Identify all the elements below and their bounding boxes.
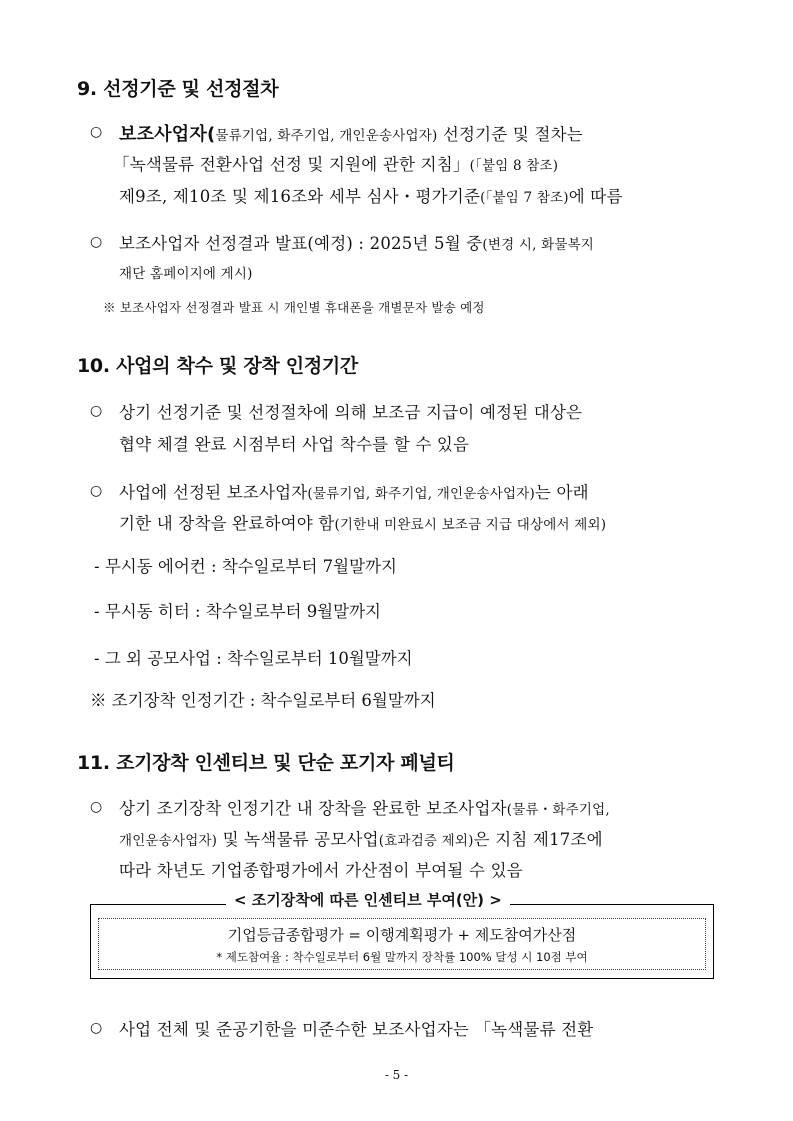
incentive-formula-panel [98,918,706,970]
sec11-p1-line2 [119,826,603,850]
section-10-title: 10. 사업의 착수 및 장착 인정기간 [77,355,358,377]
sec9-note: ※ 보조사업자 선정결과 발표 시 개인별 휴대폰을 개별문자 발송 예정 [103,300,485,315]
sec11-p1-small: (물류・화주기업, [506,802,610,818]
sec9-p1-l2-small: (「붙임 8 참조) [469,158,559,174]
bullet-icon: ○ [90,234,103,250]
bullet-icon: ○ [90,124,103,140]
sec9-p1-small: 물류기업, 화주기업, 개인운송사업자) [215,128,438,144]
sec10-p1-line1: 상기 선정기준 및 선정절차에 의해 보조금 지급이 예정된 대상은 [119,403,583,422]
sec10-p2-line2 [119,510,606,534]
sec10-p2-line1 [119,479,589,503]
page-number: - 5 - [384,1068,409,1082]
sec9-p1-line3 [119,183,623,207]
sec9-p2-line1 [119,230,594,254]
sec9-p1-l2-main: 「녹색물류 전환사업 선정 및 지원에 관한 지침」 [113,155,470,174]
sec10-note: ※ 조기장착 인정기간 : 착수일로부터 6월말까지 [90,691,436,710]
sec11-p1-line1 [119,795,610,819]
list-item: - 무시동 에어컨 : 착수일로부터 7월말까지 [94,557,397,576]
sec11-p1-l2-small2: (효과검증 제외) [378,833,474,849]
sec9-p1-line2 [113,151,558,175]
list-item: - 그 외 공모사업 : 착수일로부터 10월말까지 [94,649,413,668]
sec9-p2-main: 보조사업자 선정결과 발표(예정) : 2025년 5월 중 [119,234,483,253]
sec10-p2-l2-small: (기한내 미완료시 보조금 지급 대상에서 제외) [334,517,607,533]
sec9-p1-bold: 보조사업자( [119,124,216,145]
bullet-icon: ○ [90,483,103,499]
sec10-p2-l2-main: 기한 내 장착을 완료하여야 함 [119,514,335,533]
sec11-p1-l2-rest: 은 지침 제17조에 [473,830,603,849]
sec11-p2-line1: 사업 전체 및 준공기한을 미준수한 보조사업자는 「녹색물류 전환 [119,1020,594,1039]
list-item: - 무시동 히터 : 착수일로부터 9월말까지 [94,602,381,621]
sec10-p2-rest: 는 아래 [534,483,589,502]
sec10-p2-main: 사업에 선정된 보조사업자 [119,483,308,502]
incentive-note: * 제도참여율 : 착수일로부터 6월 말까지 장착률 100% 달성 시 10점 부여 [216,950,588,964]
sec11-p1-line3: 따라 차년도 기업종합평가에서 가산점이 부여될 수 있음 [119,861,523,880]
sec9-p2-line2: 재단 홈페이지에 게시) [119,266,253,282]
sec9-p1-l3-small: (「붙임 7 참조) [480,190,569,206]
sec9-p1-l3-rest: 에 따름 [568,187,623,206]
bullet-icon: ○ [90,1020,103,1036]
sec9-p1-l3-main: 제9조, 제10조 및 제16조와 세부 심사・평가기준 [119,187,481,206]
section-11-title: 11. 조기장착 인센티브 및 단순 포기자 페널티 [77,752,455,774]
sec10-p1-line2: 협약 체결 완료 시점부터 사업 착수를 할 수 있음 [119,435,470,454]
bullet-icon: ○ [90,403,103,419]
sec10-p2-small: (물류기업, 화주기업, 개인운송사업자) [307,486,535,502]
sec9-p1-line1 [119,120,583,146]
incentive-formula: 기업등급종합평가 = 이행계획평가 + 제도참여가산점 [227,926,577,944]
sec11-p1-main: 상기 조기장착 인정기간 내 장착을 완료한 보조사업자 [119,799,507,818]
sec11-p1-l2-main: 및 녹색물류 공모사업 [217,830,379,849]
sec11-p1-l2-small: 개인운송사업자) [119,833,218,849]
sec9-p1-rest: 선정기준 및 절차는 [437,125,583,144]
sec9-p2-small: (변경 시, 화물복지 [482,237,595,253]
incentive-box-title: < 조기장착에 따른 인센티브 부여(안) > [226,889,510,910]
bullet-icon: ○ [90,799,103,815]
section-9-title: 9. 선정기준 및 선정절차 [77,78,279,100]
